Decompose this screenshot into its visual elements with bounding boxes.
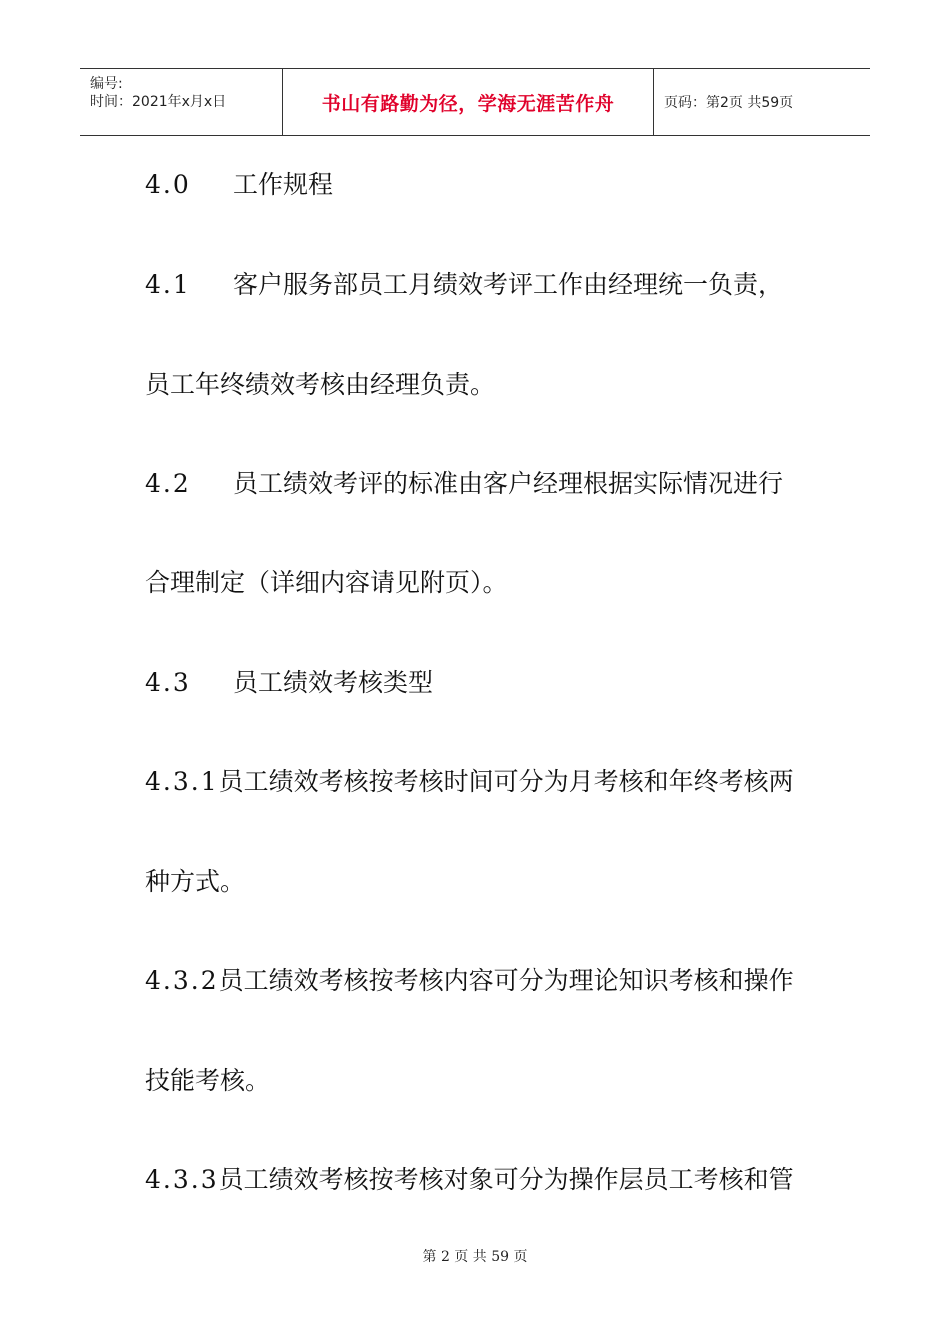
section-number: 4.2 <box>145 469 191 498</box>
section-4-3-1-continuation <box>145 867 245 897</box>
header-motto-cell <box>282 69 654 135</box>
section-4-1 <box>145 270 783 300</box>
section-4-3-2-continuation <box>145 1066 270 1096</box>
document-date-label: 时间：2021年x月x日 <box>90 94 227 110</box>
header-page-code: 页码：第2页 共59页 <box>664 95 794 111</box>
section-number: 4.3.2 <box>145 966 219 995</box>
paragraph-text: 种方式。 <box>145 867 246 896</box>
section-4-0 <box>145 170 333 200</box>
header-page-cell <box>654 69 870 135</box>
paragraph-text: 员工绩效考核按考核时间可分为月考核和年终考核两 <box>218 767 794 796</box>
section-heading: 工作规程 <box>233 170 334 199</box>
section-4-2-continuation <box>145 568 508 598</box>
section-4-2 <box>145 469 783 499</box>
section-4-3-2 <box>145 966 794 996</box>
paragraph-text: 员工绩效考核按考核对象可分为操作层员工考核和管 <box>218 1165 794 1194</box>
section-number: 4.3 <box>145 668 191 697</box>
section-number: 4.3.1 <box>145 767 219 796</box>
paragraph-text: 合理制定（详细内容请见附页）。 <box>145 568 508 597</box>
header-left-cell <box>80 69 282 135</box>
section-4-3-3 <box>145 1165 794 1195</box>
document-header <box>80 68 870 136</box>
header-motto: 书山有路勤为径，学海无涯苦作舟 <box>321 92 615 115</box>
paragraph-text: 客户服务部员工月绩效考评工作由经理统一负责， <box>233 270 784 299</box>
page-footer: 第 2 页 共 59 页 <box>422 1249 528 1265</box>
section-number: 4.1 <box>145 270 191 299</box>
section-number: 4.3.3 <box>145 1165 219 1194</box>
section-4-3 <box>145 668 433 698</box>
paragraph-text: 员工绩效考核按考核内容可分为理论知识考核和操作 <box>218 966 794 995</box>
paragraph-text: 员工绩效考评的标准由客户经理根据实际情况进行 <box>233 469 784 498</box>
paragraph-text: 员工年终绩效考核由经理负责。 <box>145 370 496 399</box>
section-number: 4.0 <box>145 170 191 199</box>
section-4-1-continuation <box>145 370 495 400</box>
paragraph-text: 技能考核。 <box>145 1066 271 1095</box>
section-heading: 员工绩效考核类型 <box>233 668 434 697</box>
section-4-3-1 <box>145 767 794 797</box>
document-number-label: 编号: <box>90 76 123 92</box>
